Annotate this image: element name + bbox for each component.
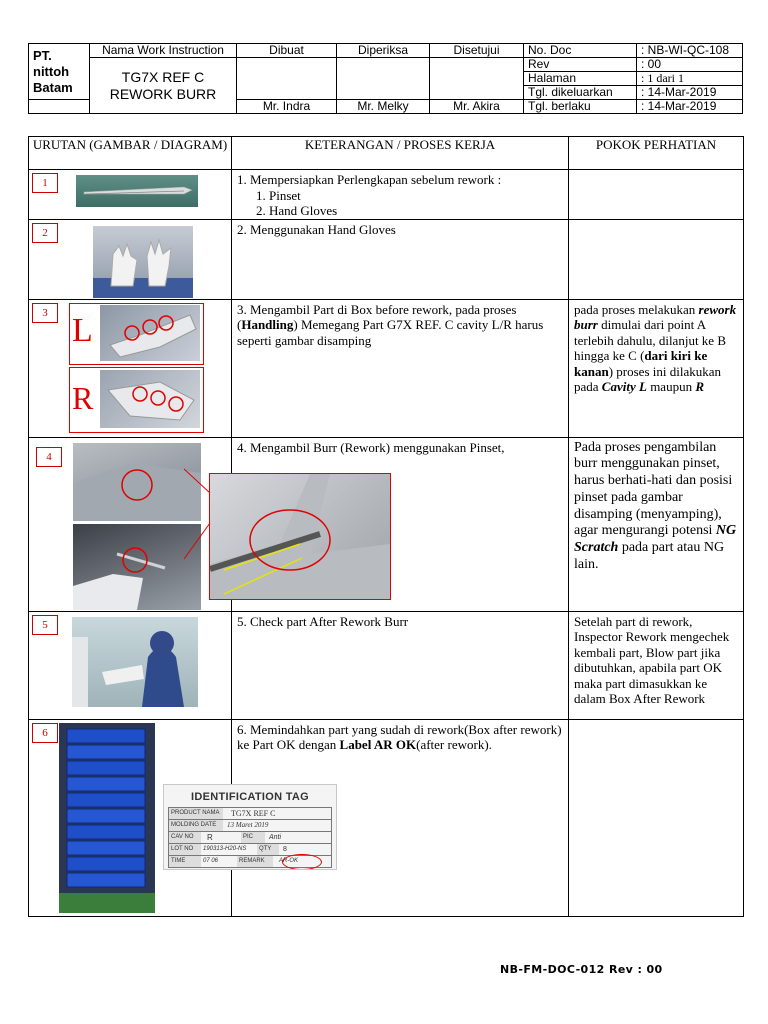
cavity-r-label: R (72, 379, 94, 416)
step-1-sub-gloves: 2. Hand Gloves (256, 203, 338, 218)
inspection-photo (72, 617, 198, 707)
step-1-text-cell (232, 170, 569, 220)
burr-location-icon (73, 443, 201, 521)
step-number-badge: 4 (36, 447, 62, 467)
no-doc-value: : NB-WI-QC-108 (637, 44, 743, 58)
step-row-2 (29, 219, 744, 299)
pinset-usage-icon (73, 524, 201, 610)
step-2-text-cell (232, 219, 569, 299)
step-row-4 (29, 437, 744, 611)
diperiksa-name: Mr. Melky (337, 100, 430, 114)
rev-value: : 00 (637, 58, 743, 72)
step-number-badge: 3 (32, 303, 58, 323)
step-4-text: 4. Mengambil Burr (Rework) menggunakan Pinset, (237, 439, 505, 455)
document-footer: NB-FM-DOC-012 Rev : 00 (500, 963, 663, 976)
step-5-text: 5. Check part After Rework Burr (237, 613, 409, 629)
step-3-image-cell (29, 299, 232, 437)
work-instruction-title: TG7X REF C REWORK BURR (90, 58, 237, 114)
pinset-usage-photo (73, 524, 201, 610)
col-header-urutan: URUTAN (GAMBAR / DIAGRAM) (29, 137, 232, 170)
rev-label: Rev (524, 58, 637, 72)
step-number-badge: 6 (32, 723, 58, 743)
step-2-text: 2. Menggunakan Hand Gloves (237, 221, 396, 237)
diperiksa-sign (337, 58, 430, 100)
step-6-note-cell (569, 719, 744, 916)
gloves-photo (93, 226, 193, 298)
company-name: PT. nittoh Batam (29, 44, 90, 100)
dibuat-label: Dibuat (237, 44, 337, 58)
halaman-label: Halaman (524, 72, 637, 86)
burr-location-photo (73, 443, 201, 521)
halaman-value: : 1 dari 1 (637, 72, 743, 86)
step-3-text-cell (232, 299, 569, 437)
part-handling-icon (100, 370, 200, 428)
process-table (28, 136, 744, 917)
col-header-keterangan: KETERANGAN / PROSES KERJA (232, 137, 569, 170)
step-row-5 (29, 611, 744, 719)
company-cell-bottom (29, 100, 90, 114)
step-5-text-cell (232, 611, 569, 719)
step-4-note-cell (569, 437, 744, 611)
tgl-berlaku-value: : 14-Mar-2019 (637, 100, 743, 114)
cavity-l-label: L (72, 311, 93, 349)
tag-grid: PRODUCT NAMA TG7X REF C MOLDING DATE 13 Maret 2019 CAV NO R PIC Anti LOT NO 190313-H20-NS QTY 8 TIME 07 06 REMARK AR-OK (168, 807, 332, 868)
cavity-l-frame (69, 303, 204, 365)
disetujui-label: Disetujui (430, 44, 524, 58)
tag-title: IDENTIFICATION TAG (190, 790, 310, 803)
step-4-text-cell (232, 437, 569, 611)
dibuat-name: Mr. Indra (237, 100, 337, 114)
box-stack-icon (59, 723, 155, 913)
step-number-badge: 2 (32, 223, 58, 243)
cavity-r-photo (100, 370, 200, 428)
dibuat-sign (237, 58, 337, 100)
step-row-1 (29, 170, 744, 220)
step-3-note-cell (569, 299, 744, 437)
step-5-note-cell (569, 611, 744, 719)
no-doc-label: No. Doc (524, 44, 637, 58)
step-1-image-cell (29, 170, 232, 220)
tgl-berlaku-label: Tgl. berlaku (524, 100, 637, 114)
tgl-dikeluarkan-value: : 14-Mar-2019 (637, 86, 743, 100)
cavity-r-frame (69, 367, 204, 433)
tgl-dikeluarkan-label: Tgl. dikeluarkan (524, 86, 637, 100)
step-number-badge: 5 (32, 615, 58, 635)
col-header-pokok: POKOK PERHATIAN (569, 137, 744, 170)
step-2-note-cell (569, 219, 744, 299)
disetujui-sign (430, 58, 524, 100)
step-5-image-cell (29, 611, 232, 719)
step-6-image-cell (29, 719, 310, 916)
zoom-leader-lines (184, 463, 214, 563)
step-6-text: 6. Memindahkan part yang sudah di rework(Box after rework) ke Part OK dengan Label AR OK(after rework). (237, 721, 562, 752)
work-instruction-label: Nama Work Instruction (90, 44, 237, 58)
step-number-badge: 1 (32, 173, 58, 193)
gloved-hands-icon (93, 226, 193, 298)
step-4-image-cell (29, 437, 232, 611)
step-1-text: 1. Mempersiapkan Perlengkapan sebelum rework : (237, 172, 502, 187)
step-6-text-cell (232, 719, 569, 916)
box-stack-photo (59, 723, 155, 913)
step-3-text: 3. Mengambil Part di Box before rework, pada proses (Handling) Memegang Part G7X REF. C cavity L/R harus seperti gambar disamping (237, 301, 544, 348)
tweezers-photo (76, 175, 198, 207)
step-3-note: pada proses melakukan rework burr dimulai dari point A terlebih dahulu, dilanjut ke B hingga ke C (dari kiri ke kanan) proses ini dilakukan pada Cavity L maupun R (574, 301, 737, 394)
step-4-note: Pada proses pengambilan burr menggunakan pinset, harus berhati-hati dan posisi pinset pada gambar disamping (menyamping), agar mengurangi potensi NG Scratch pada part atau NG lain. (574, 439, 737, 573)
step-1-note-cell (569, 170, 744, 220)
header-table (28, 43, 743, 114)
diperiksa-label: Diperiksa (337, 44, 430, 58)
part-handling-icon (100, 305, 200, 361)
step-row-6 (29, 719, 744, 916)
step-row-3 (29, 299, 744, 437)
inspector-icon (72, 617, 198, 707)
disetujui-name: Mr. Akira (430, 100, 524, 114)
step-5-note: Setelah part di rework, Inspector Rework mengechek kembali part, Blow part jika dibutuhkan, apabila part OK maka part dimasukkan ke dalam Box After Rework (574, 613, 730, 706)
step-1-sub-pinset: 1. Pinset (256, 187, 301, 203)
cavity-l-photo (100, 305, 200, 361)
tweezers-icon (76, 175, 198, 207)
step-2-image-cell (29, 219, 232, 299)
